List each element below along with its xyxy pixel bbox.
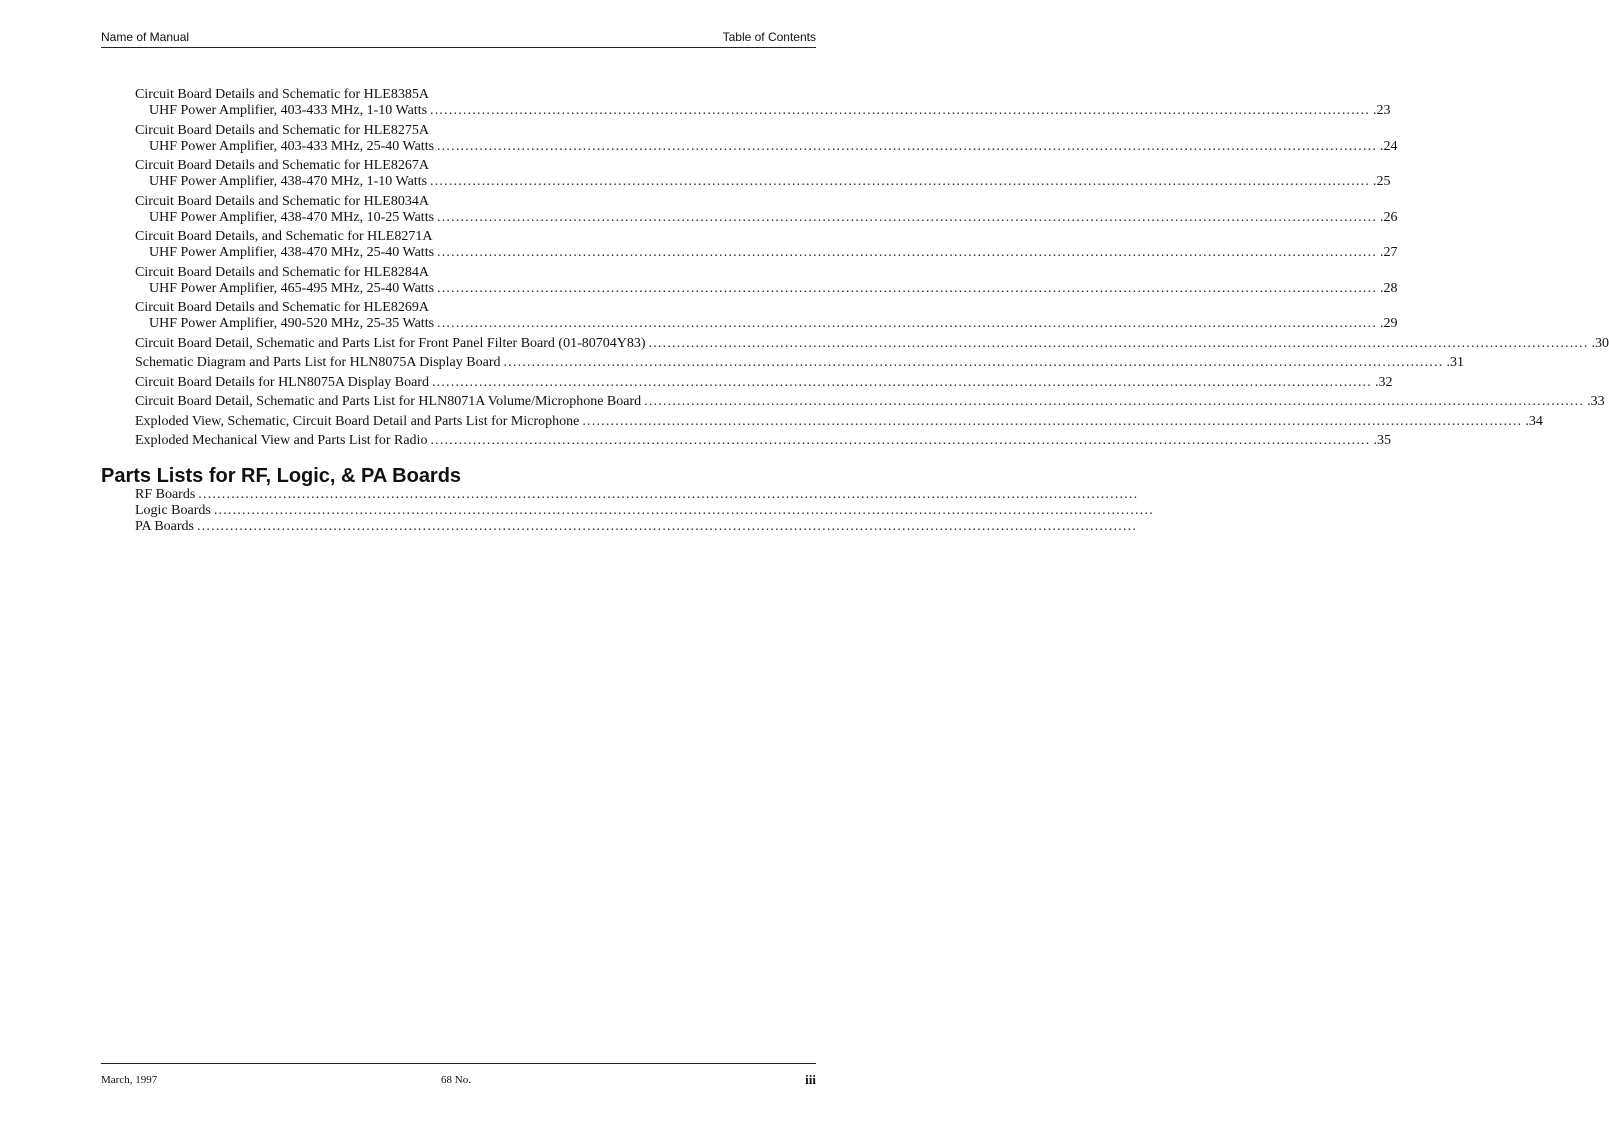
toc-page-number: .24 [1380,138,1398,154]
toc-entry[interactable] [135,158,1391,190]
footer-page-number: iii [805,1072,816,1087]
toc-entry-title: Logic Boards [135,503,211,518]
toc-entry-subtitle: UHF Power Amplifier, 438-470 MHz, 10-25 Watts [149,209,435,225]
toc-page-number: .33 [1587,394,1605,410]
dot-leader: ........................................................................................................................................................................................................ [437,209,1378,225]
toc-entry[interactable] [135,355,1464,371]
parts-list-entries [135,487,1154,535]
toc-page-number: .31 [1446,355,1464,371]
toc-entry-title: PA Boards [135,519,195,534]
dot-leader: ........................................................................................................................................................................................................ [198,487,1139,502]
toc-entry[interactable] [135,413,1543,430]
toc-entry[interactable] [135,229,1398,261]
toc-page-number: .29 [1380,316,1398,331]
toc-entry[interactable] [135,264,1398,297]
toc-page-number: .27 [1380,245,1398,260]
toc-entry-subtitle: UHF Power Amplifier, 438-470 MHz, 1-10 Watts [149,174,428,189]
dot-leader: ........................................................................................................................................................................................................ [437,316,1378,331]
toc-page-number: .34 [1525,413,1543,429]
toc-entry-subtitle: UHF Power Amplifier, 403-433 MHz, 25-40 Watts [149,138,435,154]
toc-entry-title: Circuit Board Detail, Schematic and Parts List for HLN8071A Volume/Microphone Board [135,394,642,410]
toc-entry-title: Circuit Board Detail, Schematic and Parts List for Front Panel Filter Board (01-80704Y83) [135,335,646,351]
toc-entry[interactable] [135,374,1393,391]
dot-leader: ........................................................................................................................................................................................................ [582,413,1523,429]
toc-page-number: .35 [1373,433,1391,449]
toc-page-number: .25 [1373,174,1391,189]
dot-leader: ........................................................................................................................................................................................................ [648,335,1589,351]
toc-entry-title: Circuit Board Details and Schematic for HLE8284A [135,264,429,280]
toc-entry-subtitle: UHF Power Amplifier, 403-433 MHz, 1-10 Watts [149,103,428,118]
toc-entry-title: Circuit Board Details and Schematic for HLE8034A [135,193,429,209]
section-heading: Parts Lists for RF, Logic, & PA Boards [101,465,462,487]
toc-page-number: .28 [1380,280,1398,296]
toc-entry-title: Schematic Diagram and Parts List for HLN8075A Display Board [135,355,501,371]
toc-entry[interactable] [135,87,1391,119]
toc-entry-title: Exploded Mechanical View and Parts List for Radio [135,433,428,449]
toc-entry-title: Circuit Board Details and Schematic for HLE8385A [135,87,429,102]
footer-number: 68 No. [441,1074,471,1086]
toc-entry-subtitle: UHF Power Amplifier, 438-470 MHz, 25-40 Watts [149,245,435,260]
toc-entry[interactable] [135,335,1609,352]
table-of-contents [135,87,1609,453]
section-name: Table of Contents [722,30,816,44]
dot-leader: ........................................................................................................................................................................................................ [437,280,1378,296]
toc-entry-title: Circuit Board Details and Schematic for HLE8269A [135,300,429,315]
dot-leader: ........................................................................................................................................................................................................ [431,374,1372,390]
dot-leader: ........................................................................................................................................................................................................ [197,519,1138,534]
toc-page-number: .26 [1380,209,1398,225]
toc-entry-title: Circuit Board Details, and Schematic for HLE8271A [135,229,433,244]
dot-leader: ........................................................................................................................................................................................................ [437,245,1378,260]
toc-entry[interactable] [135,122,1398,155]
toc-entry[interactable] [135,519,1138,535]
toc-entry[interactable] [135,503,1154,519]
dot-leader: ........................................................................................................................................................................................................ [503,355,1444,371]
dot-leader: ........................................................................................................................................................................................................ [644,394,1585,410]
toc-entry-title: Circuit Board Details for HLN8075A Display Board [135,374,429,390]
footer-date: March, 1997 [101,1074,158,1086]
toc-entry-subtitle: UHF Power Amplifier, 465-495 MHz, 25-40 Watts [149,280,435,296]
page-header [101,29,816,48]
dot-leader: ........................................................................................................................................................................................................ [430,103,1371,118]
dot-leader: ........................................................................................................................................................................................................ [430,174,1371,189]
toc-entry[interactable] [135,394,1605,410]
toc-entry-title: Circuit Board Details and Schematic for HLE8267A [135,158,429,173]
dot-leader: ........................................................................................................................................................................................................ [430,433,1371,449]
toc-entry[interactable] [135,300,1398,332]
toc-entry[interactable] [135,193,1398,226]
toc-entry-title: Exploded View, Schematic, Circuit Board Detail and Parts List for Microphone [135,413,580,429]
toc-page-number: .32 [1374,374,1393,390]
toc-page-number: .23 [1373,103,1391,118]
dot-leader: ........................................................................................................................................................................................................ [213,503,1154,518]
manual-name: Name of Manual [101,30,190,44]
toc-page-number: .30 [1591,335,1609,351]
toc-entry[interactable] [135,433,1391,449]
toc-entry-subtitle: UHF Power Amplifier, 490-520 MHz, 25-35 Watts [149,316,435,331]
toc-entry-title: RF Boards [135,487,196,502]
toc-entry[interactable] [135,487,1139,503]
page-footer [101,1063,816,1094]
toc-entry-title: Circuit Board Details and Schematic for HLE8275A [135,122,429,138]
dot-leader: ........................................................................................................................................................................................................ [437,138,1378,154]
